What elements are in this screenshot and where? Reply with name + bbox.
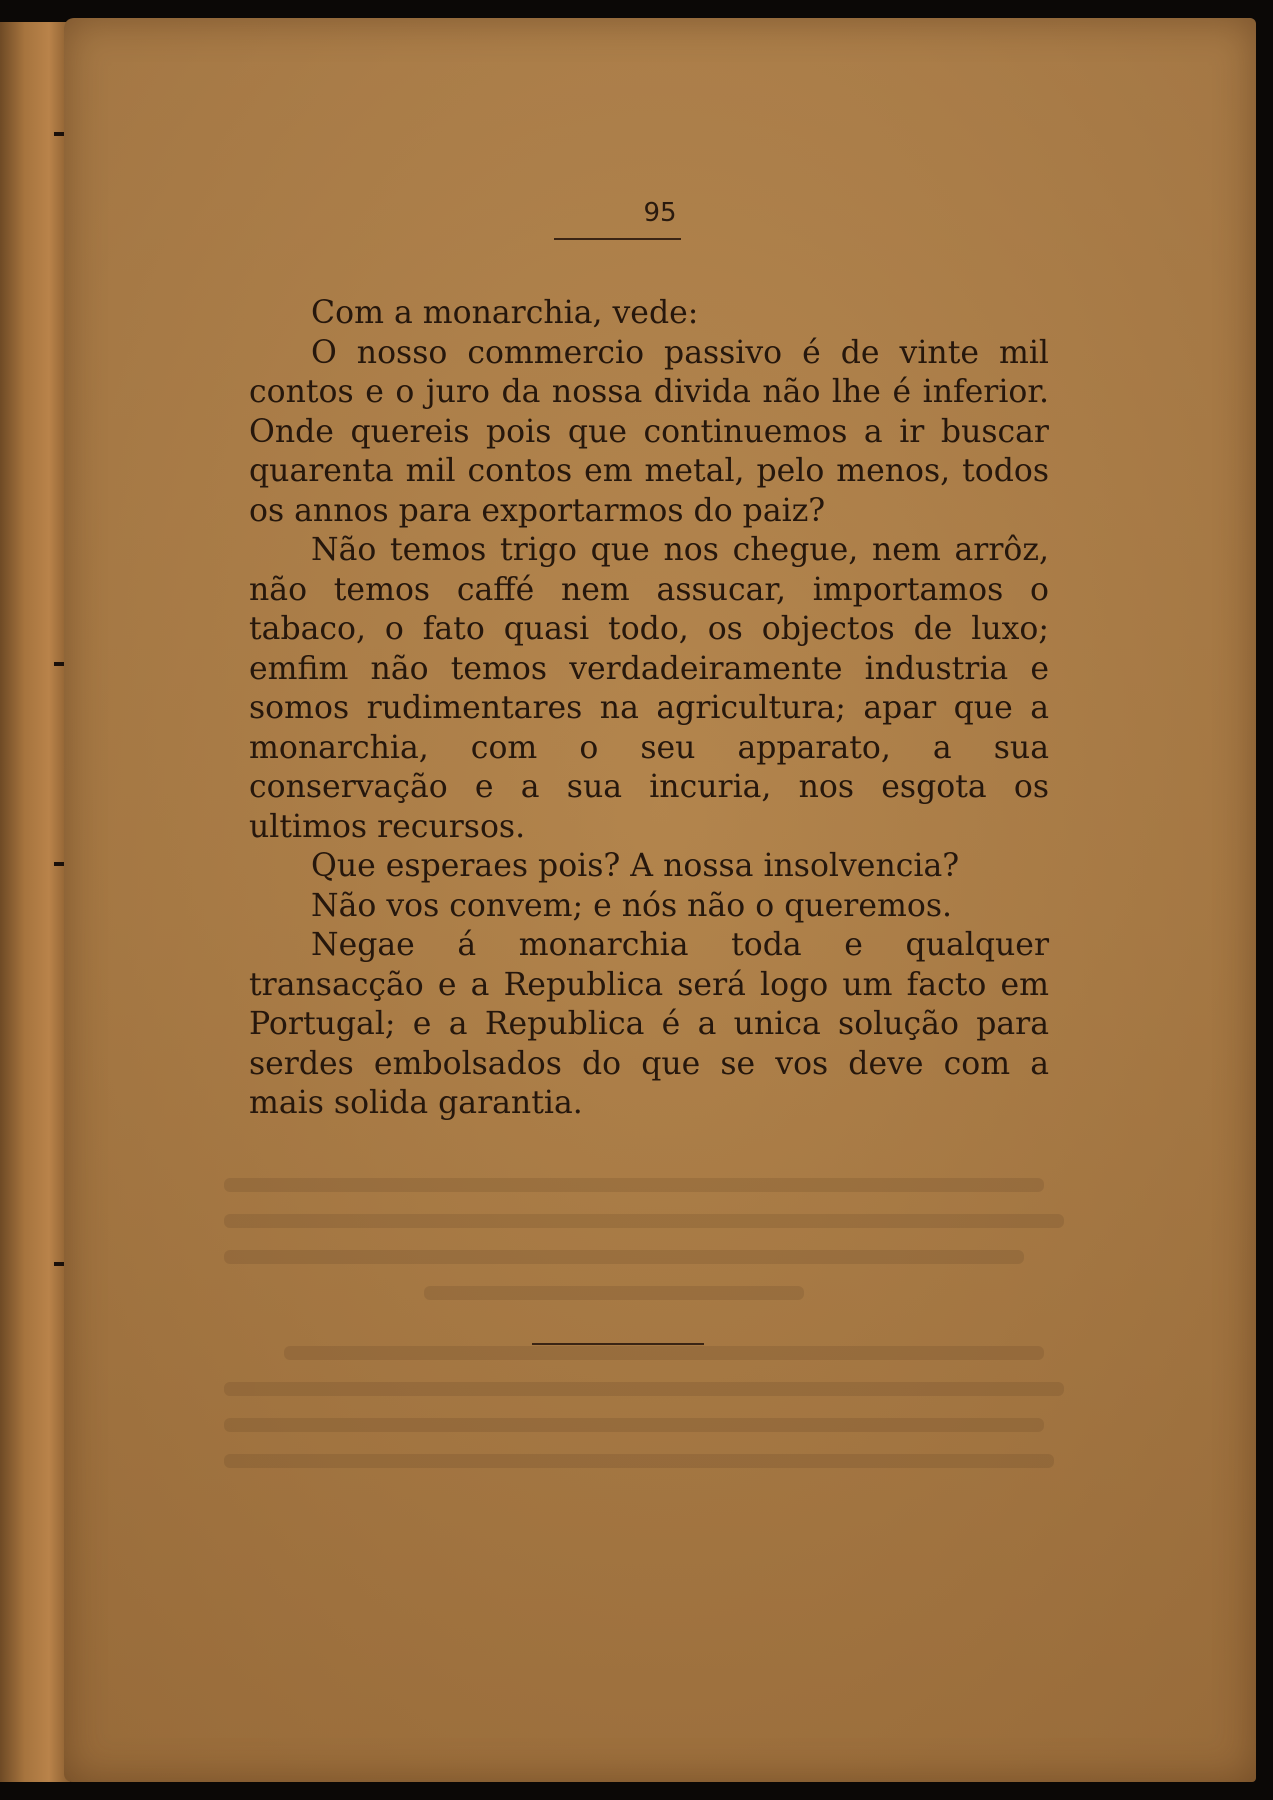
body-text [249,294,1049,1124]
book-spine [0,22,73,1782]
paragraph: Não temos trigo que nos chegue, nem arrôz, não temos caffé nem assucar, importamos o tabaco, o fato quasi todo, os objectos de luxo; emfim não temos verdadeiramente industria e somos rudimentares na agricultura; apar que a monarchia, com o seu apparato, a sua conservação e a sua incuria, nos esgota os ultimos recursos. [249,532,1049,845]
paragraph: Negae á monarchia toda e qualquer transacção e a Republica será logo um facto em Portugal; e a Republica é a unica solução para serdes embolsados do que se vos deve com a mais solida garantia. [249,927,1049,1121]
paragraph: Que esperaes pois? A nossa insolvencia? [311,848,960,884]
page-number: 95 [643,198,677,228]
book-page [64,18,1256,1782]
bleed-through [224,1178,1084,1498]
paragraph: Com a monarchia, vede: [311,295,699,331]
paragraph: O nosso commercio passivo é de vinte mil contos e o juro da nossa divida não lhe é inferior. Onde quereis pois que continuemos a ir buscar quarenta mil contos em metal, pelo menos, todos os annos para exportarmos do paiz? [249,334,1049,529]
paragraph: Não vos convem; e nós não o queremos. [311,887,952,924]
section-end-rule [532,1343,704,1345]
page-number-rule [554,238,681,240]
